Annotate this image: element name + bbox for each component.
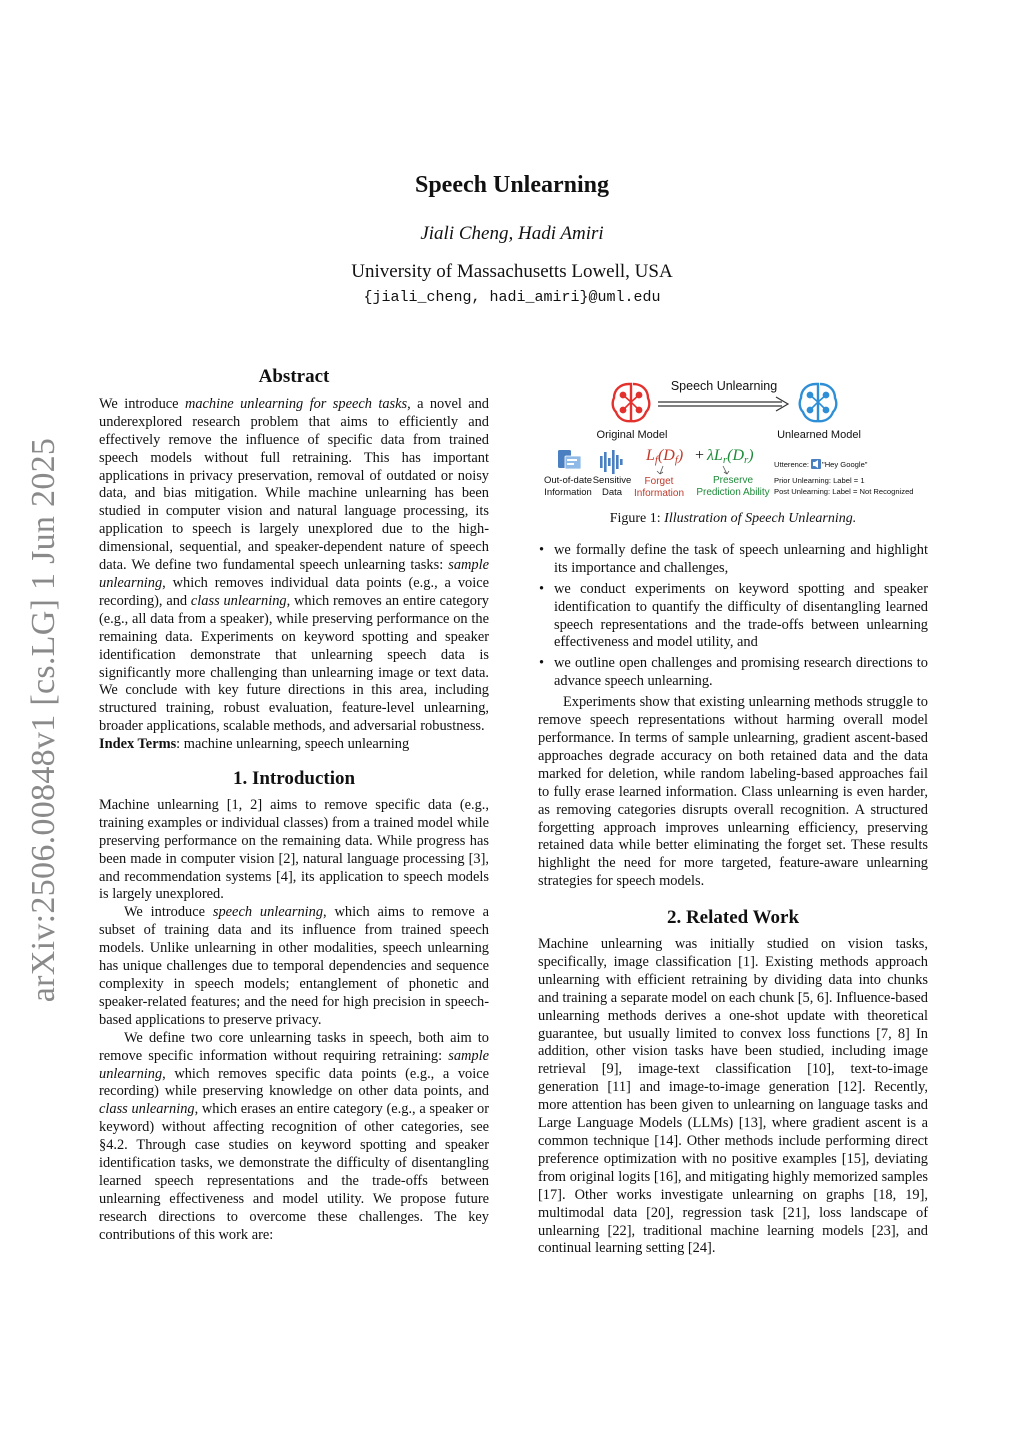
contributions-list [538, 542, 928, 691]
left-column [99, 368, 489, 1245]
post-unlearning-text: Post Unlearning: Label = Not Recognized [774, 487, 914, 496]
preserve-label-1: Preserve [712, 475, 754, 486]
intro-paragraph-3: We define two core unlearning tasks in speech, both aim to remove specific information without requiring retraining: sample unlearning, which removes specific data points (e.g., a voice recording) while preserving knowledge on other data points, and class unlearning, which erases an entire category (e.g., a speaker or keyword) without affecting recognition of other categories, see §4.2. Through case studies on keyword spotting and speaker identification tasks, we demonstrate the difficulty of disentangling learned speech representations and the trade-offs between unlearning effectiveness and model utility. We propose future research directions to overcome these challenges. The key contributions of this work are: [99, 1029, 489, 1243]
index-terms: Index Terms: machine unlearning, speech unlearning [99, 736, 410, 753]
formula-plus: + [695, 447, 705, 464]
introduction-heading: 1. Introduction [232, 768, 356, 790]
right-column [538, 368, 928, 1258]
intro-paragraph-2: We introduce speech unlearning, which aims to remove a subset of training data and its influence from trained speech models. Unlike unlearning in other modalities, speech unlearning has unique challenges due to temporal dependencies and sequence complexity in speech models; entanglement of phonetic and speaker-related features; and the need for high precision in speech-based applications to preserve privacy. [99, 904, 490, 1028]
brain-icon-original [613, 384, 650, 421]
experiments-paragraph: Experiments show that existing unlearning methods struggle to remove speech representations without harming overall model performance. In terms of sample unlearning, gradient ascent-based approaches degrade accuracy on both retained data and the data marked for deletion, while random labeling-based approaches fail to fully erase learned information. Class unlearning is even harder, as removing categories disrupts overall recognition. A structured forgetting approach improves unlearning efficiency, preserving retained data while better eliminating the forget set. These results highlight the need for more targeted, feature-aware unlearning strategies for speech models. [538, 694, 928, 890]
formula-pointer-arrows [657, 466, 729, 474]
abstract-text: We introduce machine unlearning for speech tasks, a novel and underexplored research problem that aims to efficiently and effectively remove the influence of specific data from trained speech models without full retraining. This has important applications in privacy preservation, removal of outdated or noisy data, and bias mitigation. While machine unlearning has been studied in computer vision and natural language processing, its application to speech is largely unexplored due to the high-dimensional, sequential, and speaker-dependent nature of speech data. We define two fundamental speech unlearning tasks: sample unlearning, which removes individual data points (e.g., a voice recording), and class unlearning, which removes an entire category (e.g., all data from a speaker), while preserving performance on the remaining data. Experiments on keyword spotting and speaker identification demonstrate that unlearning speech data is significantly more challenging than unlearning image or text data. We conclude with key future directions in this area, including structured training, robust evaluation, feature-level unlearning, broader applications, scalable methods, and adversarial robustness. [99, 395, 489, 735]
preserve-label-2: Prediction Ability [696, 487, 770, 498]
utterance-value: "Hey Google" [822, 460, 868, 469]
waveform-icon [600, 450, 623, 474]
sensitive-label-2: Data [601, 487, 623, 498]
list-item: • we formally define the task of speech unlearning and highlight its importance and challenges, [538, 542, 928, 578]
speaker-document-icon [558, 450, 581, 469]
abstract-heading: Abstract [258, 366, 330, 387]
unlearned-model-label: Unlearned Model [777, 429, 861, 441]
forget-label-2: Information [633, 488, 685, 499]
figure-1-caption: Figure 1: Illustration of Speech Unlearning. [609, 511, 857, 526]
out-of-date-label-1: Out-of-date [543, 475, 593, 486]
original-model-label: Original Model [596, 429, 668, 441]
paper-email: {jiali_cheng, hadi_amiri}@uml.edu [363, 289, 661, 306]
arxiv-identifier: arXiv:2506.00848v1 [cs.LG] 1 Jun 2025 [25, 437, 62, 1003]
intro-paragraph-1: Machine unlearning [1, 2] aims to remove specific data (e.g., training examples or individual classes) from a trained model while preserving performance on the remaining data. While progress has been made in computer vision [2], natural language processing [3], and recommendation systems [4], its application to speech models is largely unexplored. [99, 796, 489, 903]
related-work-paragraph: Machine unlearning was initially studied on vision tasks, specifically, image classification [1]. Existing methods approach unlearning with efficient retraining by dividing data into chunks and training a separate model on each chunk [5, 6]. Influence-based unlearning methods derives a one-shot update with theoretical guarantee, but usually limited to convex loss functions [7, 8] In addition, other vision tasks have been studied, including image retrieval [9], image-text classification [10], text-to-image generation [11] and image-to-image generation [12]. Recently, more attention has been given to unlearning on language tasks and Large Language Models (LLMs) [13], where gradient ascent is a common technique [14]. Other methods include performing direct preference optimization with no positive examples [15], deviating from original logits [16], and mitigating highly memorized samples [17]. Other works investigate unlearning on graphs [18, 19], multimodal data [20], regression task [21], loss landscape of unlearning [22], traditional machine learning models [23], and continual learning setting [24]. [538, 936, 928, 1257]
forget-loss-term: Lf(Df) [646, 447, 684, 466]
paper-authors: Jiali Cheng, Hadi Amiri [420, 223, 604, 244]
forget-label-1: Forget [644, 476, 674, 487]
related-work-heading: 2. Related Work [666, 907, 800, 929]
brain-icon-unlearned [800, 384, 837, 421]
sensitive-label-1: Sensitive [592, 475, 632, 486]
paper-affiliation: University of Massachusetts Lowell, USA [351, 261, 673, 282]
paper-title: Speech Unlearning [414, 172, 609, 198]
figure-1-illustration [538, 368, 928, 506]
utterance-label: Utterence: [774, 460, 810, 469]
arrow-label: Speech Unlearning [670, 379, 778, 393]
prior-unlearning-text: Prior Unlearning: Label = 1 [774, 476, 865, 485]
loss-formula [645, 447, 754, 466]
list-item: • we outline open challenges and promising research directions to advance speech unlearning. [538, 655, 928, 691]
retain-loss-term: λLr(Dr) [707, 447, 754, 466]
out-of-date-label-2: Information [544, 487, 592, 498]
right-arrow-icon [658, 397, 788, 411]
speaker-icon [811, 459, 821, 469]
figure-1 [538, 368, 928, 506]
list-item: • we conduct experiments on keyword spotting and speaker identification to quantify the difficulty of disentangling learned speech representations and the trade-offs between unlearning effectiveness and model utility, and [538, 581, 928, 653]
